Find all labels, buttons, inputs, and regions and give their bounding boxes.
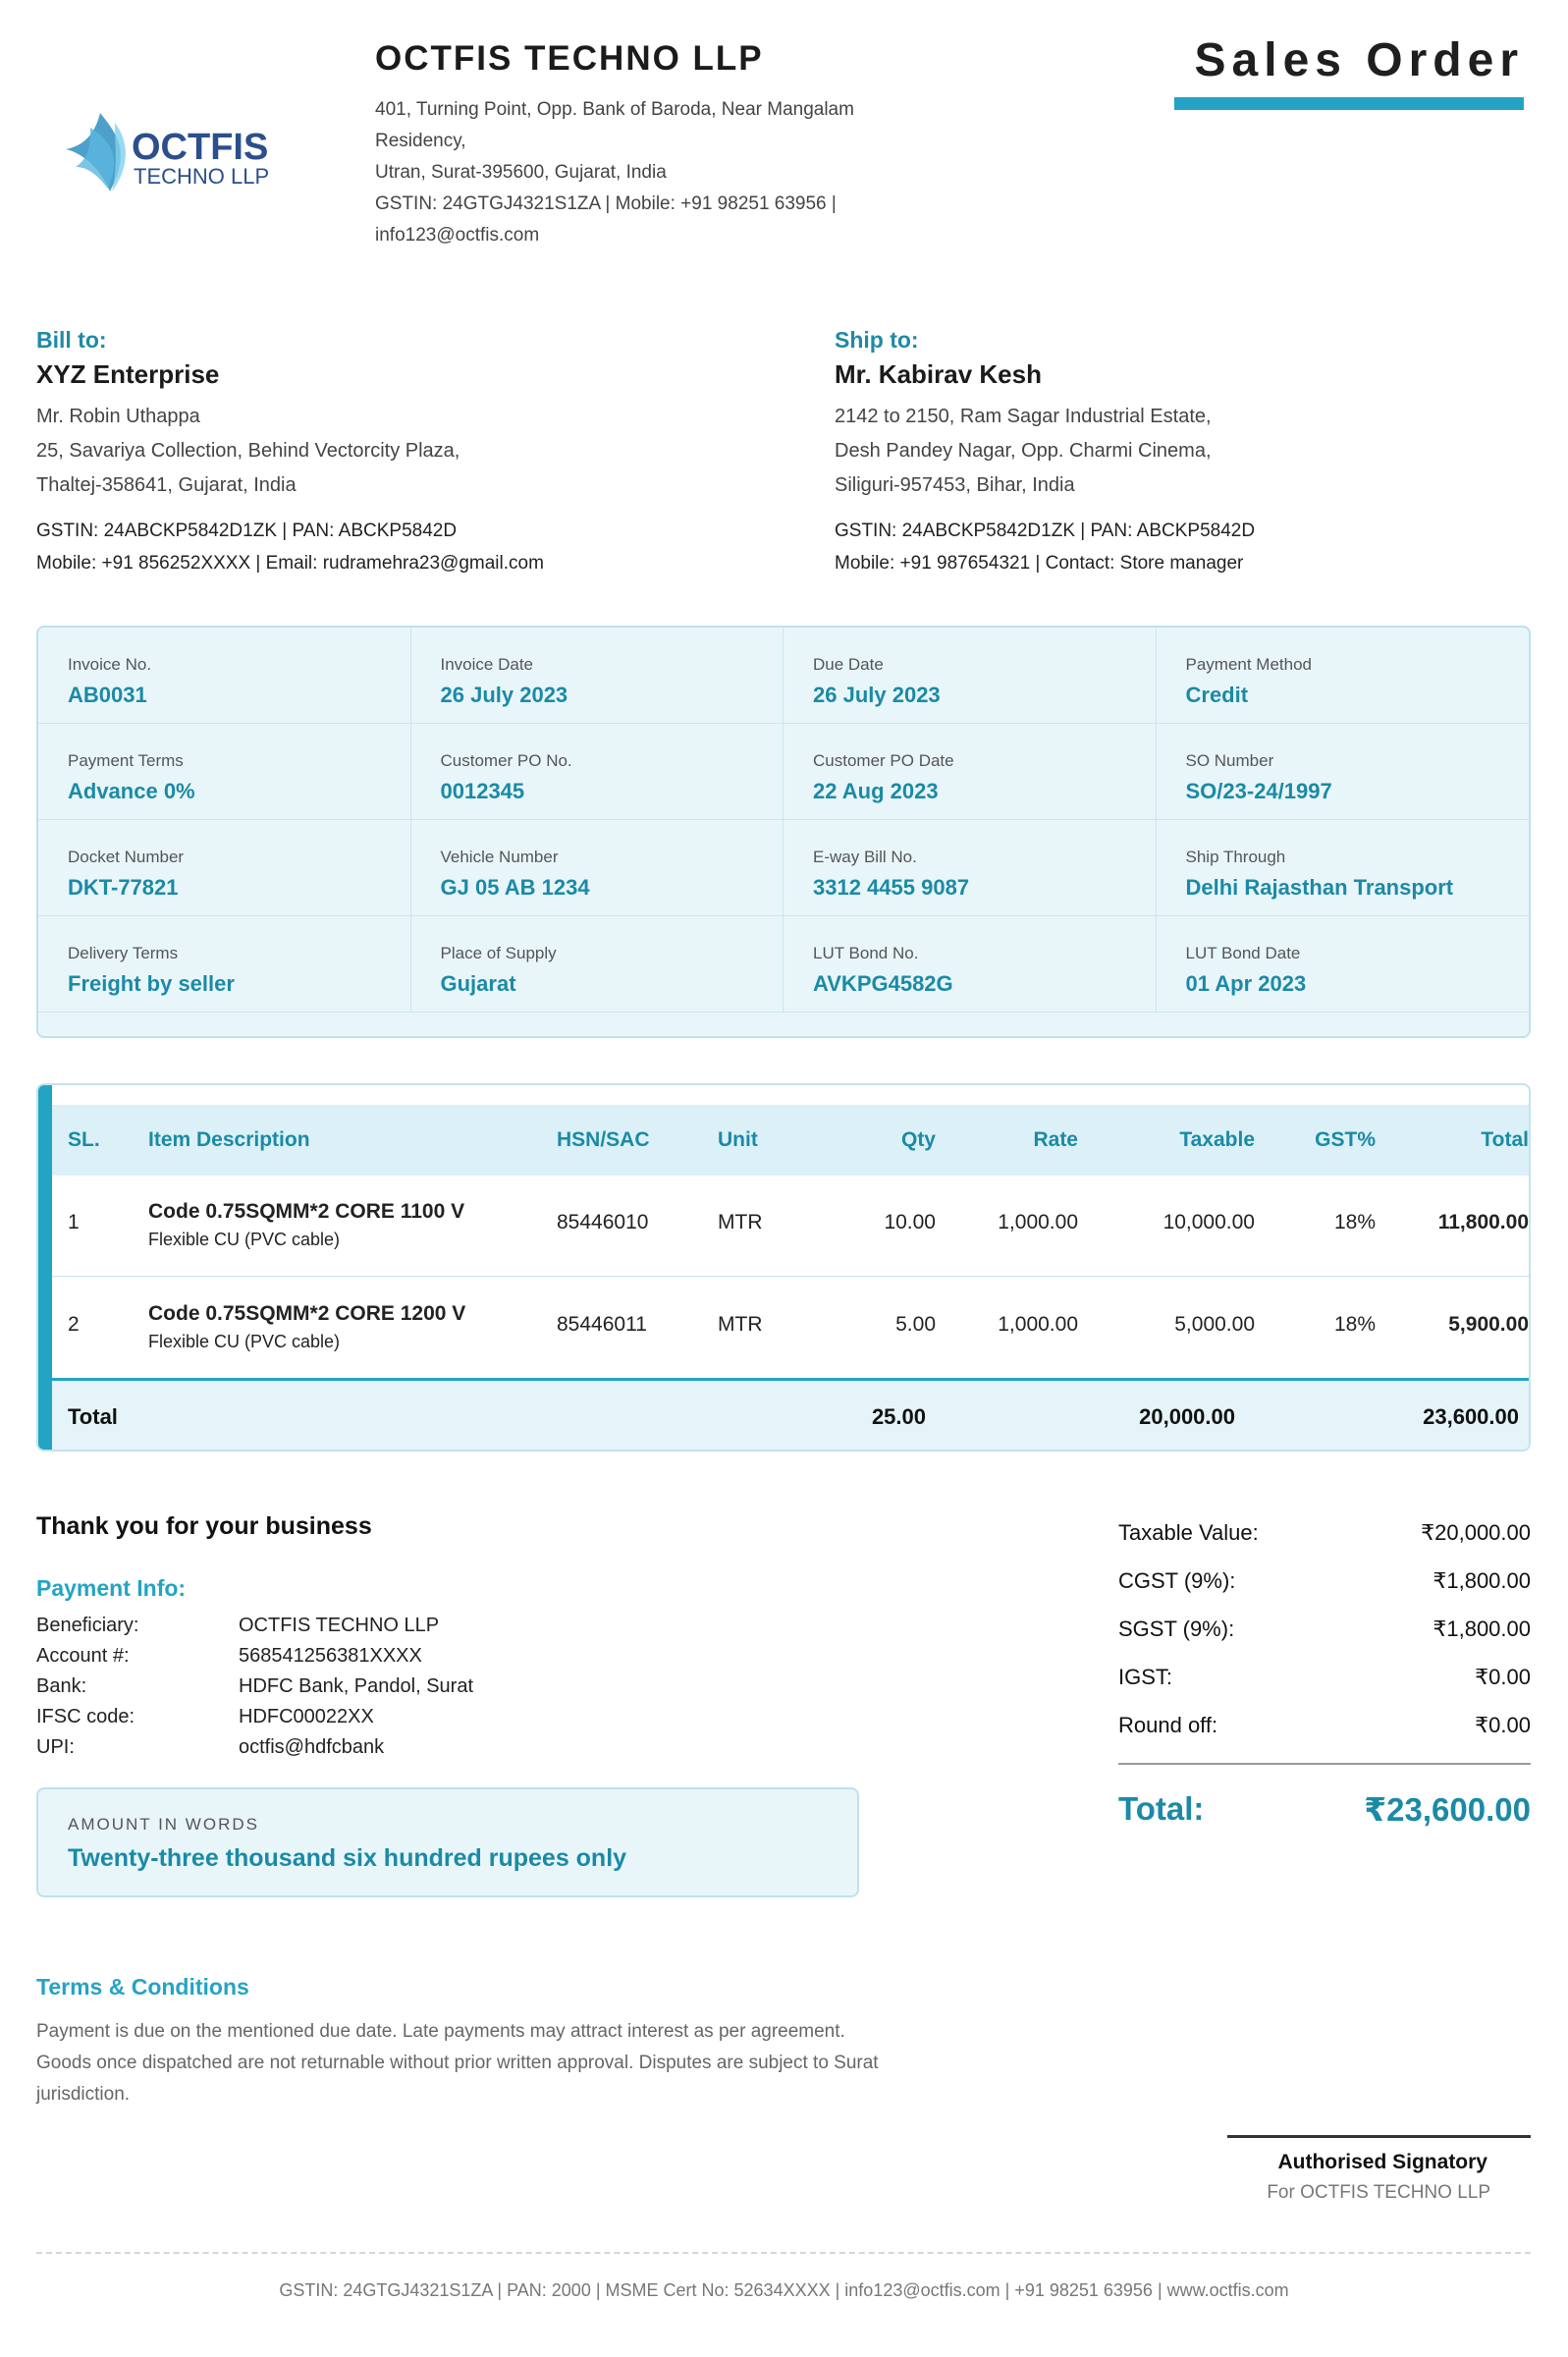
cell-gst: 18% [1333,1313,1376,1336]
payment-key: UPI: [36,1736,75,1758]
payment-key: Bank: [36,1675,87,1697]
total-qty: 25.00 [871,1404,926,1429]
info-cell-invoice-no [38,628,411,724]
signature-line [1227,2135,1531,2138]
info-value: SO/23-24/1997 [1185,779,1332,803]
bill-to-line: Mr. Robin Uthappa [36,406,200,427]
info-label: E-way Bill No. [813,848,917,866]
payment-value: 568541256381XXXX [239,1645,422,1667]
amount-in-words-box [36,1787,859,1897]
grand-total-label: Total: [1118,1790,1205,1827]
amount-in-words-value: Twenty-three thousand six hundred rupees only [68,1844,627,1872]
payment-value: octfis@hdfcbank [239,1736,385,1758]
payment-row [36,1615,473,1645]
cell-sl: 2 [68,1313,80,1336]
cell-gst: 18% [1333,1211,1376,1233]
ship-to-line: Siliguri-957453, Bihar, India [835,474,1075,496]
total-taxable: 20,000.00 [1139,1404,1235,1429]
payment-key: Account #: [36,1645,130,1667]
summary-divider [1118,1763,1531,1765]
company-info [375,39,925,251]
company-logo [61,98,287,206]
info-value: AB0031 [68,683,147,707]
summary-value: ₹0.00 [1475,1665,1531,1689]
grand-total-value: ₹23,600.00 [1364,1791,1531,1828]
payment-key: IFSC code: [36,1706,135,1727]
info-label: Customer PO Date [813,751,954,770]
info-label: SO Number [1185,751,1274,770]
info-cell-customer-po-date [784,724,1157,820]
info-value: 3312 4455 9087 [813,875,970,900]
header-sl: SL. [68,1128,100,1151]
info-value: Freight by seller [68,971,235,996]
payment-row [36,1736,473,1767]
bill-to-block [36,327,645,579]
table-row [52,1278,1529,1379]
info-cell-so-number [1157,724,1530,820]
summary-row [1118,1568,1531,1617]
terms-line: jurisdiction. [36,2084,131,2105]
info-label: Docket Number [68,848,185,866]
payment-value: HDFC Bank, Pandol, Surat [239,1675,473,1697]
totals-summary [1118,1520,1531,1829]
summary-value: ₹1,800.00 [1433,1568,1531,1593]
cell-sl: 1 [68,1211,80,1233]
summary-row [1118,1617,1531,1665]
cell-rate: 1,000.00 [998,1211,1078,1233]
summary-value: ₹0.00 [1475,1713,1531,1737]
summary-value: ₹20,000.00 [1421,1520,1531,1545]
info-label: Customer PO No. [440,751,572,770]
company-address-line: 401, Turning Point, Opp. Bank of Baroda, Near Mangalam [375,99,854,120]
info-value: 26 July 2023 [813,683,941,707]
cell-item-sub: Flexible CU (PVC cable) [148,1332,341,1351]
ship-to-block [835,327,1443,579]
bill-to-line: Thaltej-358641, Gujarat, India [36,474,297,496]
thank-you-note: Thank you for your business [36,1512,372,1540]
header-total: Total [1481,1128,1529,1151]
payment-value: HDFC00022XX [239,1706,374,1727]
total-amount: 23,600.00 [1423,1404,1519,1429]
info-cell-delivery-terms [38,916,411,1013]
document-title: Sales Order [1194,34,1524,86]
terms-line: Payment is due on the mentioned due date. Late payments may attract interest as per agreement. [36,2021,845,2042]
info-value: GJ 05 AB 1234 [440,875,590,900]
info-cell-lut-bond-no [784,916,1157,1013]
table-accent-bar [38,1085,52,1450]
logo-leaf-icon [61,98,287,206]
info-value: Advance 0% [68,779,195,803]
company-tax-line: GSTIN: 24GTGJ4321S1ZA | Mobile: +91 98251 63956 | [375,193,837,214]
bill-to-tax-line: GSTIN: 24ABCKP5842D1ZK | PAN: ABCKP5842D [36,521,458,541]
info-value: Gujarat [440,971,516,996]
table-row [52,1176,1529,1277]
summary-label: Round off: [1118,1713,1218,1737]
summary-label: CGST (9%): [1118,1568,1236,1593]
info-label: Invoice Date [440,655,533,674]
cell-item-name: Code 0.75SQMM*2 CORE 1100 V [148,1200,465,1223]
summary-row [1118,1665,1531,1713]
info-label: LUT Bond No. [813,944,919,962]
info-label: Invoice No. [68,655,152,674]
payment-info-table [36,1615,473,1767]
info-value: 01 Apr 2023 [1185,971,1307,996]
payment-row [36,1675,473,1706]
info-cell-eway-bill-no [784,820,1157,916]
info-value: 26 July 2023 [440,683,568,707]
cell-qty: 5.00 [895,1313,936,1336]
cell-item-sub: Flexible CU (PVC cable) [148,1230,341,1249]
header-unit: Unit [718,1128,758,1151]
ship-to-line: 2142 to 2150, Ram Sagar Industrial Estate, [835,406,1212,427]
summary-row [1118,1713,1531,1761]
summary-label: Taxable Value: [1118,1520,1259,1545]
info-label: Payment Method [1185,655,1313,674]
footer-text: GSTIN: 24GTGJ4321S1ZA | PAN: 2000 | MSME Cert No: 52634XXXX | info123@octfis.com | +91 98251 63956 | www.octfis.com [279,2280,1289,2300]
info-label: Payment Terms [68,751,184,770]
footer-divider [36,2252,1531,2254]
cell-hsn: 85446011 [557,1313,647,1336]
info-cell-place-of-supply [411,916,784,1013]
header-rate: Rate [1033,1128,1078,1151]
cell-taxable: 10,000.00 [1162,1211,1255,1233]
bill-to-contact-line: Mobile: +91 856252XXXX | Email: rudramehra23@gmail.com [36,553,544,574]
terms-text [36,2016,959,2110]
info-value: Credit [1185,683,1249,707]
cell-item-name: Code 0.75SQMM*2 CORE 1200 V [148,1302,466,1325]
info-label: Ship Through [1185,848,1286,866]
svg-text:TECHNO LLP: TECHNO LLP [134,164,270,189]
info-cell-due-date [784,628,1157,724]
payment-info-title: Payment Info: [36,1575,187,1601]
payment-row [36,1706,473,1736]
grand-total [1118,1790,1531,1829]
header-hsn-sac: HSN/SAC [557,1128,650,1151]
company-address-line: Utran, Surat-395600, Gujarat, India [375,162,667,183]
bill-to-name: XYZ Enterprise [36,359,220,389]
info-cell-invoice-date [411,628,784,724]
company-name: OCTFIS TECHNO LLP [375,39,764,78]
total-label: Total [68,1404,118,1429]
signatory-title: Authorised Signatory [1277,2151,1487,2173]
terms-title: Terms & Conditions [36,1974,249,2000]
summary-value: ₹1,800.00 [1433,1617,1531,1641]
cell-unit: MTR [718,1211,763,1233]
company-address-line: Residency, [375,131,466,151]
info-cell-lut-bond-date [1157,916,1530,1013]
info-value: Delhi Rajasthan Transport [1185,875,1454,900]
header-qty: Qty [900,1128,936,1151]
amount-in-words-label: AMOUNT IN WORDS [68,1815,259,1834]
summary-label: SGST (9%): [1118,1617,1235,1641]
table-total-row [52,1378,1529,1452]
info-cell-customer-po-no [411,724,784,820]
company-email: info123@octfis.com [375,225,540,246]
cell-rate: 1,000.00 [998,1313,1078,1336]
ship-to-name: Mr. Kabirav Kesh [835,359,1042,389]
ship-to-tax-line: GSTIN: 24ABCKP5842D1ZK | PAN: ABCKP5842D [835,521,1256,541]
payment-value: OCTFIS TECHNO LLP [239,1615,440,1636]
cell-hsn: 85446010 [557,1211,649,1233]
terms-line: Goods once dispatched are not returnable without prior written approval. Disputes are subject to Surat [36,2053,879,2073]
info-cell-payment-method [1157,628,1530,724]
info-cell-ship-through [1157,820,1530,916]
cell-taxable: 5,000.00 [1174,1313,1255,1336]
info-cell-payment-terms [38,724,411,820]
cell-unit: MTR [718,1313,763,1336]
cell-qty: 10.00 [884,1211,936,1233]
info-value: 22 Aug 2023 [813,779,939,803]
items-table [36,1083,1531,1452]
info-value: AVKPG4582G [813,971,953,996]
header-taxable: Taxable [1179,1128,1255,1151]
payment-row [36,1645,473,1675]
svg-text:OCTFIS: OCTFIS [132,127,269,168]
info-value: 0012345 [440,779,525,803]
info-label: Due Date [813,655,884,674]
summary-row [1118,1520,1531,1568]
ship-to-contact-line: Mobile: +91 987654321 | Contact: Store manager [835,553,1244,574]
header-gst: GST% [1315,1128,1376,1151]
bill-to-label: Bill to: [36,327,107,353]
table-header-row [52,1105,1529,1176]
info-label: Delivery Terms [68,944,179,962]
info-cell-docket-number [38,820,411,916]
order-details-grid [36,626,1531,1038]
signatory-company: For OCTFIS TECHNO LLP [1267,2182,1490,2203]
ship-to-line: Desh Pandey Nagar, Opp. Charmi Cinema, [835,440,1212,462]
ship-to-label: Ship to: [835,327,919,353]
summary-label: IGST: [1118,1665,1173,1689]
info-cell-vehicle-number [411,820,784,916]
info-label: Place of Supply [440,944,557,962]
info-value: DKT-77821 [68,875,179,900]
document-title-block [1174,33,1524,110]
info-label: LUT Bond Date [1185,944,1301,962]
info-label: Vehicle Number [440,848,559,866]
cell-total: 5,900.00 [1448,1313,1529,1336]
bill-to-line: 25, Savariya Collection, Behind Vectorcity Plaza, [36,440,460,462]
cell-total: 11,800.00 [1437,1211,1529,1233]
payment-key: Beneficiary: [36,1615,139,1636]
header-item-description: Item Description [148,1128,310,1151]
title-underline-bar [1174,97,1524,110]
